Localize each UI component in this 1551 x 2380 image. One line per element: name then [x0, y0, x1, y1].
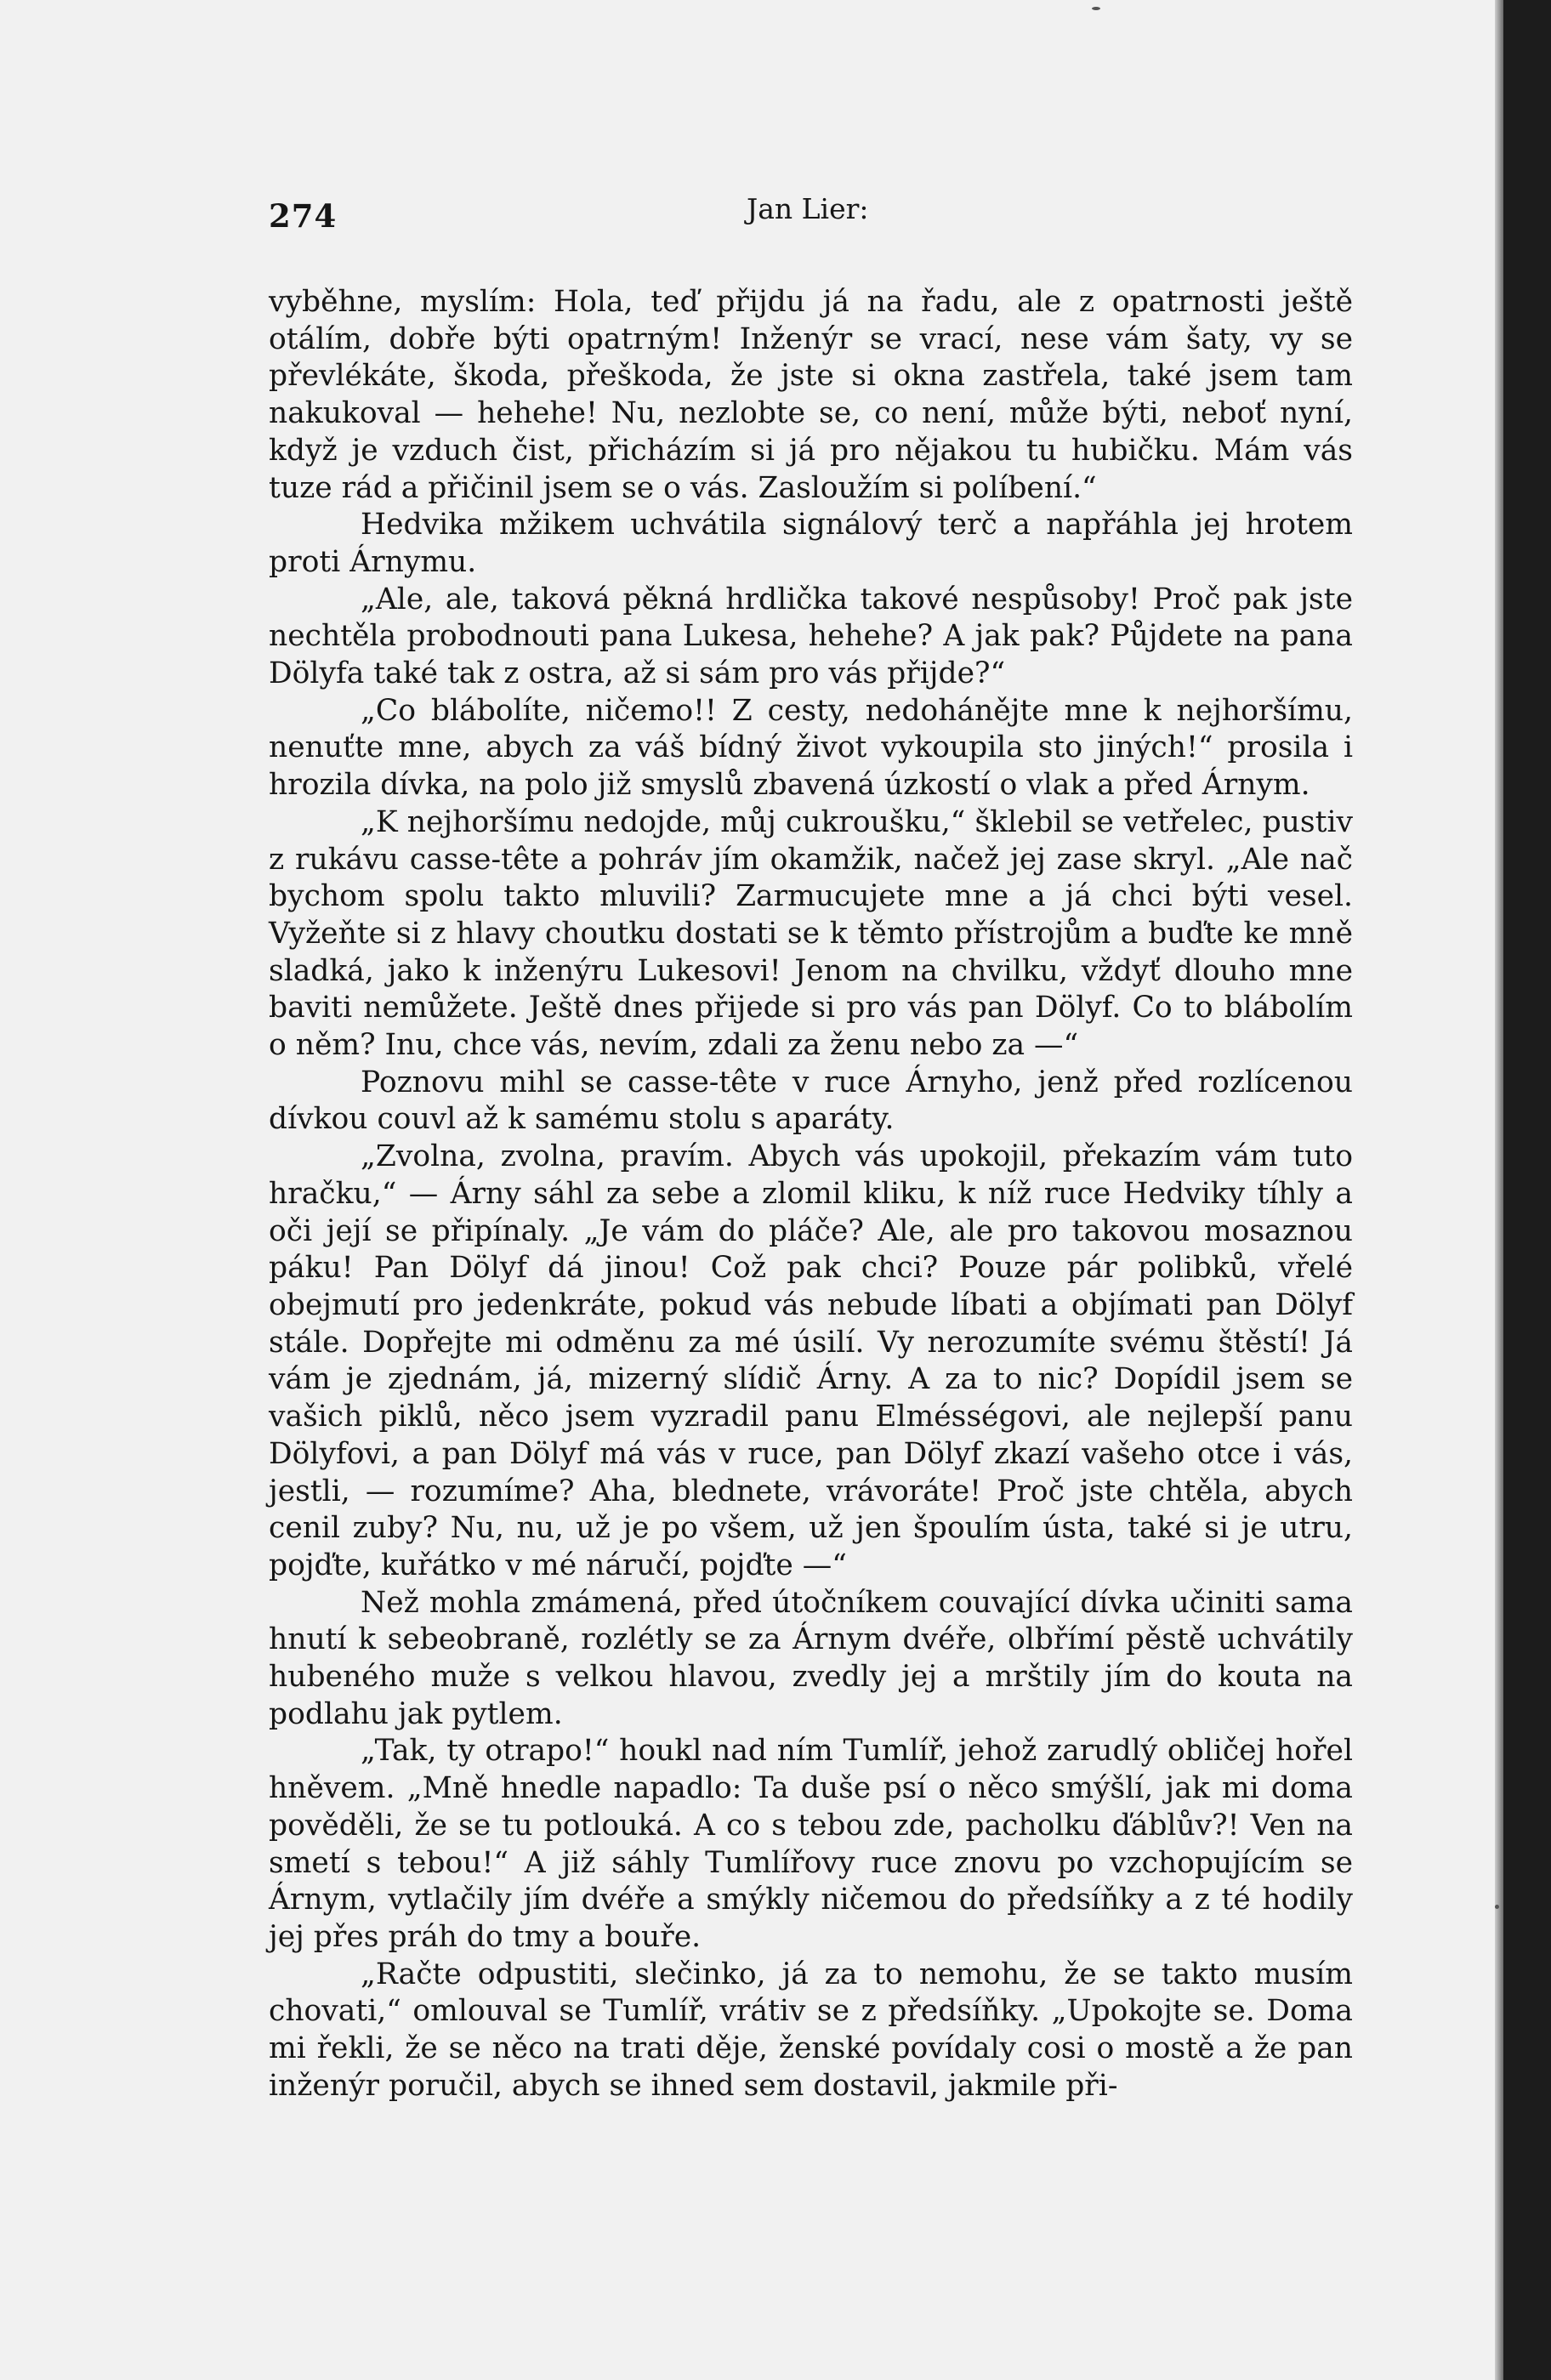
paragraph: „Zvolna, zvolna, pravím. Abych vás upokojil, překazím vám tuto hračku,“ — Árny sáhl za sebe a zlomil kliku, k níž ruce Hedviky tíhly a oči její se připínaly. „Je vám do pláče? Ale, ale pro takovou mosaznou páku! Pan Dölyf dá jinou! Což pak chci? Pouze pár polibků, vřelé obejmutí pro jedenkráte, pokud vás nebude líbati a objímati pan Dölyf stále. Dopřejte mi odměnu za mé úsilí. Vy nerozumíte svému štěstí! Já vám je zjednám, já, mizerný slídič Árny. A za to nic? Dopídil jsem se vašich piklů, něco jsem vyzradil panu Elmésségovi, ale nejlepší panu Dölyfovi, a pan Dölyf má vás v ruce, pan Dölyf zkazí vašeho otce i vás, jestli, — rozumíme? Aha, blednete, vrávoráte! Proč jste chtěla, abych cenil zuby? Nu, nu, už je po všem, už jen špoulím ústa, také si je utru, pojďte, kuřátko v mé náručí, pojďte —“ — [269, 1139, 1353, 1582]
paragraph: „Ale, ale, taková pěkná hrdlička takové nespůsoby! Proč pak jste nechtěla probodnouti pana Lukesa, hehehe? A jak pak? Půjdete na pana Dölyfa také tak z ostra, až si sám pro vás přijde?“ — [269, 582, 1353, 691]
body-text — [269, 284, 1353, 2105]
running-head-title: Jan Lier: — [747, 192, 869, 225]
scan-speck — [1495, 1905, 1499, 1909]
page-number: 274 — [269, 197, 338, 235]
paragraph: „K nejhoršímu nedojde, můj cukroušku,“ šklebil se vetřelec, pustiv z rukávu casse-tête a pohráv jím okamžik, načež jej zase skryl. „Ale nač bychom spolu takto mluvili? Zarmucujete mne a já chci býti vesel. Vyžeňte si z hlavy choutku dostati se k těmto přístrojům a buďte ke mně sladká, jako k inženýru Lukesovi! Jenom na chvilku, vždyť dlouho mne baviti nemůžete. Ještě dnes přijede si pro vás pan Dölyf. Co to blábolím o něm? Inu, chce vás, nevím, zdali za ženu nebo za —“ — [269, 804, 1353, 1063]
page-edge-shadow — [1495, 0, 1503, 2380]
paragraph: „Co blábolíte, ničemo!! Z cesty, nedohánějte mne k nejhoršímu, nenuťte mne, abych za váš bídný život vykoupila sto jiných!“ prosila i hrozila dívka, na polo již smyslů zbavená úzkostí o vlak a před Árnym. — [269, 693, 1353, 803]
paragraph: „Račte odpustiti, slečinko, já za to nemohu, že se takto musím chovati,“ omlouval se Tumlíř, vrátiv se z předsíňky. „Upokojte se. Doma mi řekli, že se něco na trati děje, ženské povídaly cosi o mostě a že pan inženýr poručil, abych se ihned sem dostavil, jakmile při- — [269, 1957, 1353, 2103]
paragraph: Hedvika mžikem uchvátila signálový terč a napřáhla jej hrotem proti Árnymu. — [269, 508, 1353, 579]
paragraph: vyběhne, myslím: Hola, teď přijdu já na řadu, ale z opatrnosti ještě otálím, dobře býti opatrným! Inženýr se vrací, nese vám šaty, vy se převlékáte, škoda, přeškoda, že jste si okna zastřela, také jsem tam nakukoval — hehehe! Nu, nezlobte se, co není, může býti, neboť nyní, když je vzduch čist, přicházím si já pro nějakou tu hubičku. Mám vás tuze rád a přičinil jsem se o vás. Zasloužím si políbení.“ — [269, 285, 1353, 505]
paragraph: Poznovu mihl se casse-tête v ruce Árnyho, jenž před rozlícenou dívkou couvl až k samému stolu s aparáty. — [269, 1065, 1353, 1137]
book-page — [269, 0, 1353, 2105]
running-head — [269, 192, 1353, 248]
paragraph: „Tak, ty otrapo!“ houkl nad ním Tumlíř, jehož zarudlý obličej hořel hněvem. „Mně hnedle napadlo: Ta duše psí o něco smýšlí, jak mi doma pověděli, že se tu potlouká. A co s tebou zde, pacholku ďáblův?! Ven na smetí s tebou!“ A již sáhly Tumlířovy ruce znovu po vzchopujícím se Árnym, vytlačily jím dvéře a smýkly ničemou do předsíňky a z té hodily jej přes práh do tmy a bouře. — [269, 1734, 1353, 1954]
paragraph: Než mohla zmámená, před útočníkem couvající dívka učiniti sama hnutí k sebeobraně, rozlétly se za Árnym dvéře, olbřímí pěstě uchvátily hubeného muže s velkou hlavou, zvedly jej a mrštily jím do kouta na podlahu jak pytlem. — [269, 1585, 1353, 1731]
